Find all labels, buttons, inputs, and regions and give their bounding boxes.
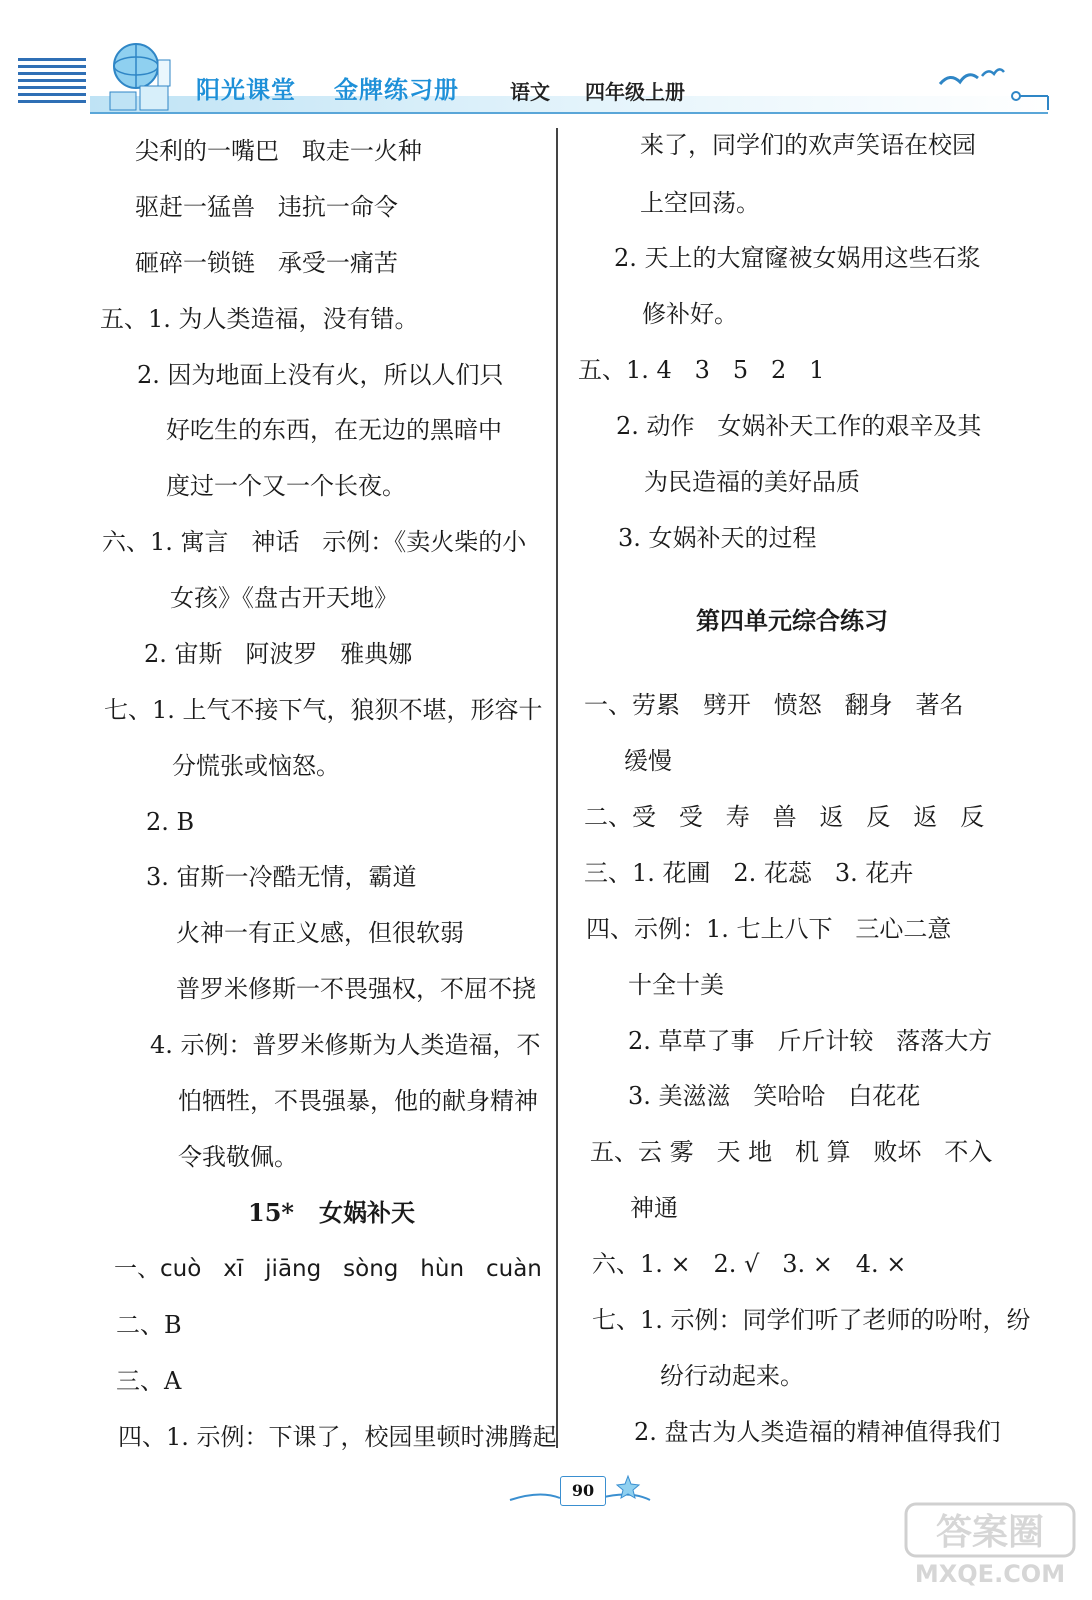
svg-text:答案圈: 答案圈 [935, 1512, 1045, 1553]
answer-line: 分慌张或恼怒。 [172, 752, 340, 780]
answer-line: 尖利的一嘴巴 取走一火种 [135, 137, 422, 165]
answer-line: 纷行动起来。 [660, 1362, 804, 1390]
answer-line: 三、1. 花圃 2. 花蕊 3. 花卉 [584, 859, 914, 887]
answer-line: 三、A [116, 1367, 182, 1395]
answer-line: 2. 宙斯 阿波罗 雅典娜 [144, 640, 413, 668]
answer-line: 六、1. × 2. √ 3. × 4. × [592, 1250, 907, 1278]
answer-line: 七、1. 示例：同学们听了老师的吩咐，纷 [592, 1306, 1031, 1334]
brand-title-2: 金牌练习册 [334, 75, 459, 104]
answer-line: 四、1. 示例：下课了，校园里顿时沸腾起 [118, 1423, 557, 1451]
answer-line: 修补好。 [642, 300, 738, 328]
answer-line: 令我敬佩。 [178, 1143, 298, 1171]
subject-label: 语文 [510, 80, 550, 104]
answer-line: 上空回荡。 [640, 189, 760, 217]
answer-line: 一、劳累 劈开 愤怒 翻身 著名 [584, 691, 964, 719]
answer-line: 五、1. 为人类造福，没有错。 [100, 305, 419, 333]
answer-line: 4. 示例：普罗米修斯为人类造福，不 [150, 1031, 541, 1059]
answer-line: 2. 天上的大窟窿被女娲用这些石浆 [614, 244, 981, 272]
answer-line: 3. 美滋滋 笑哈哈 白花花 [628, 1082, 921, 1110]
lesson-title: 15* 女娲补天 [248, 1198, 416, 1227]
answer-line: 怕牺牲，不畏强暴，他的献身精神 [178, 1087, 538, 1115]
column-divider [556, 128, 558, 1448]
answer-line: 缓慢 [624, 747, 672, 775]
answer-line: 好吃生的东西，在无边的黑暗中 [166, 416, 502, 444]
answer-line: 五、云 雾 天 地 机 算 败坏 不入 [590, 1138, 993, 1166]
answer-line: 度过一个又一个长夜。 [166, 472, 406, 500]
answer-line: 2. B [146, 808, 195, 836]
grade-label: 四年级上册 [585, 80, 685, 104]
header-rule [90, 112, 1048, 114]
answer-line: 3. 女娲补天的过程 [618, 524, 817, 552]
answer-line: 女孩》《盘古开天地》 [170, 584, 398, 612]
answer-line: 2. 盘古为人类造福的精神值得我们 [634, 1418, 1001, 1446]
page-number: 90 [560, 1476, 606, 1506]
unit-heading: 第四单元综合练习 [696, 606, 888, 635]
answer-line: 普罗米修斯一不畏强权，不屈不挠 [176, 975, 536, 1003]
svg-text:MXQE.COM: MXQE.COM [914, 1560, 1066, 1588]
answer-line: 砸碎一锁链 承受一痛苦 [135, 249, 398, 277]
answer-line: 驱赶一猛兽 违抗一命令 [135, 193, 398, 221]
answer-line: 2. 草草了事 斤斤计较 落落大方 [628, 1027, 993, 1055]
answer-line: 二、受 受 寿 兽 返 反 返 反 [584, 803, 985, 831]
answer-line: 十全十美 [628, 971, 724, 999]
answer-line: 火神一有正义感，但很软弱 [176, 919, 464, 947]
header-stripes [18, 58, 86, 112]
answer-line: 2. 因为地面上没有火，所以人们只 [137, 361, 504, 389]
answer-line: 2. 动作 女娲补天工作的艰辛及其 [616, 412, 982, 440]
answer-line: 来了，同学们的欢声笑语在校园 [640, 131, 976, 159]
answer-line: 五、1. 4 3 5 2 1 [578, 356, 825, 384]
birds-decoration-icon [930, 56, 1050, 112]
answer-line: 六、1. 寓言 神话 示例：《卖火柴的小 [102, 528, 527, 556]
answer-line: 二、B [116, 1311, 182, 1339]
page-header [0, 0, 1092, 120]
answer-line: 神通 [630, 1194, 678, 1222]
watermark-logo [900, 1500, 1080, 1590]
answer-line: 四、示例：1. 七上八下 三心二意 [586, 915, 952, 943]
answer-line: 3. 宙斯一冷酷无情，霸道 [146, 863, 417, 891]
answer-line: 七、1. 上气不接下气，狼狈不堪，形容十 [104, 696, 543, 724]
globe-logo-icon [100, 36, 180, 114]
answer-line: 为民造福的美好品质 [644, 468, 860, 496]
pinyin-answers: 一、cuò xī jiāng sòng hùn cuàn [114, 1256, 542, 1282]
brand-title-1: 阳光课堂 [196, 75, 296, 104]
